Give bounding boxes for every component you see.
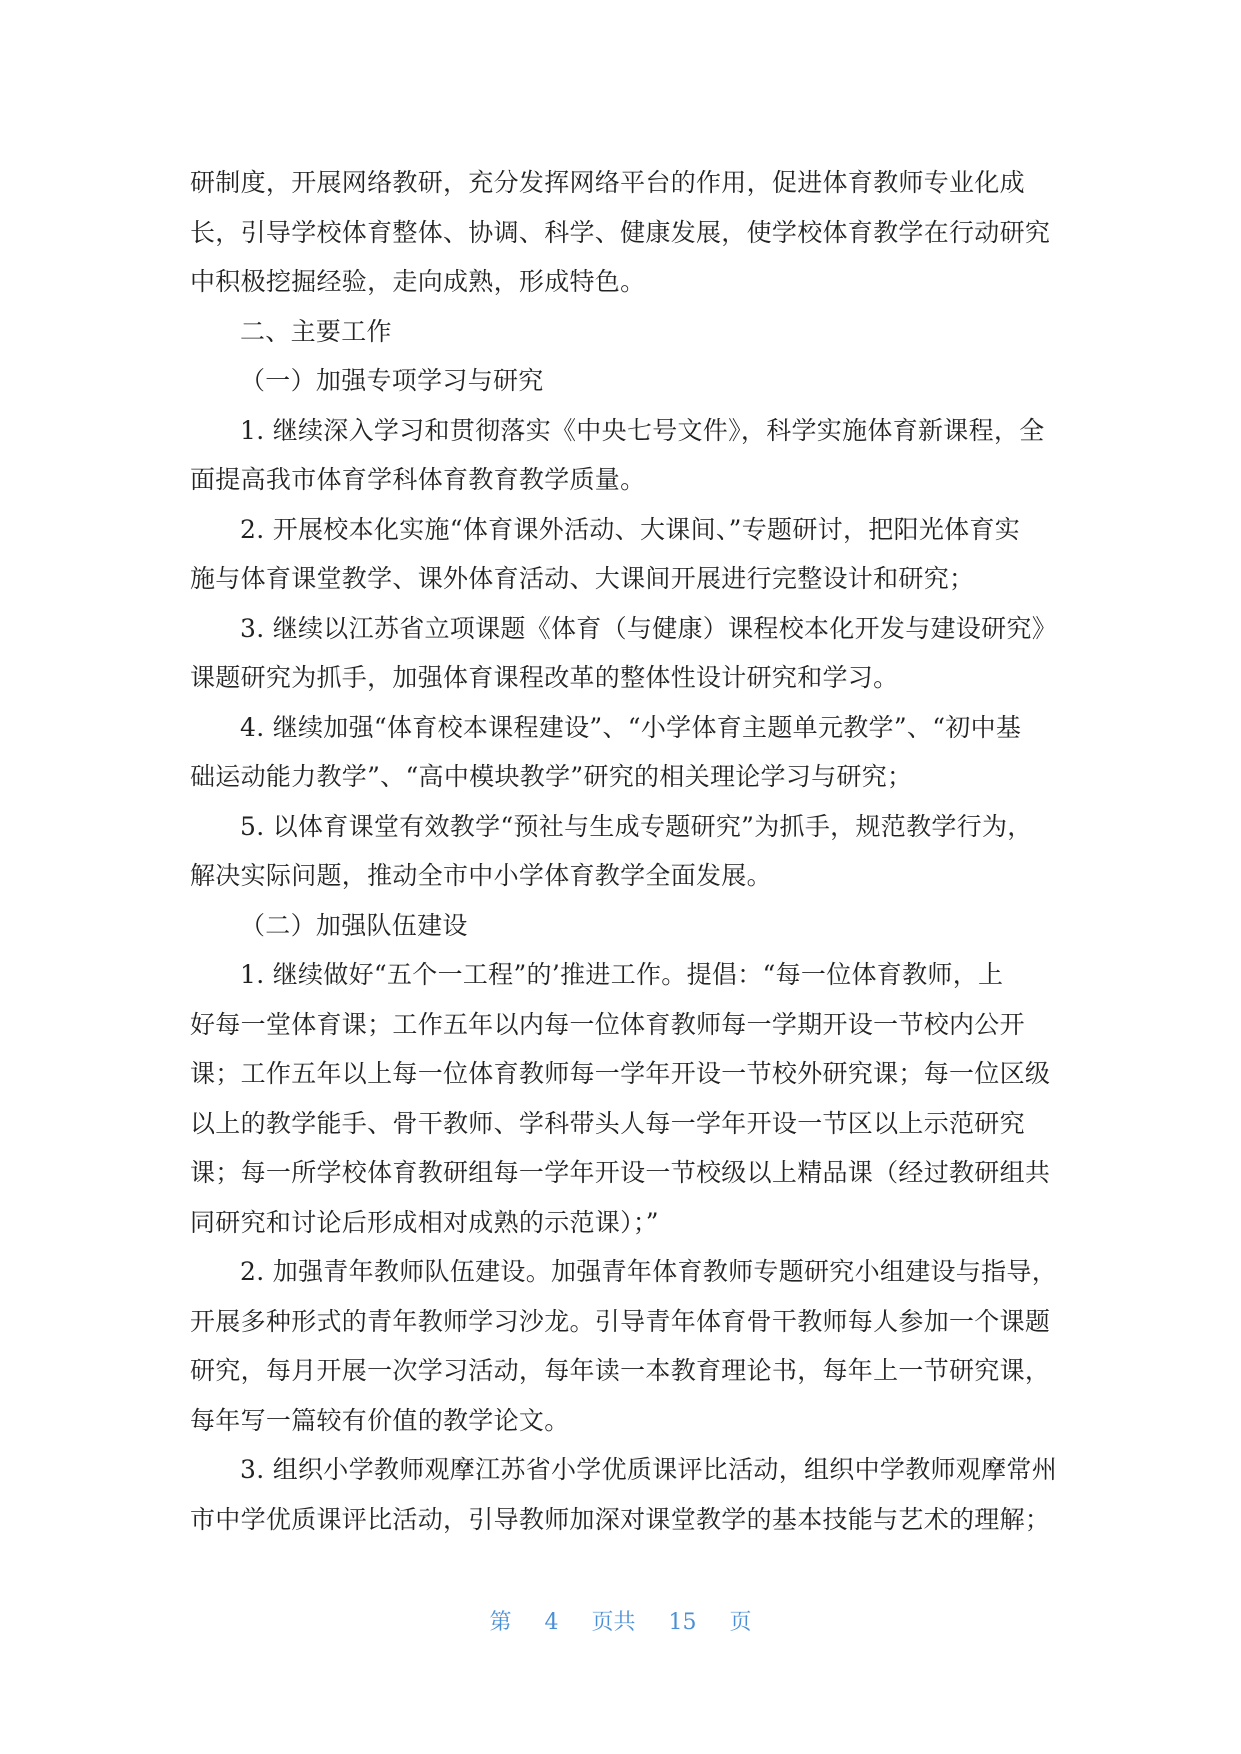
text-line: 3. 组织小学教师观摩江苏省小学优质课评比活动，组织中学教师观摩常州 <box>240 1455 1058 1484</box>
text-line: 1. 继续做好“五个一工程”的’推进工作。提倡：“每一位体育教师，上 <box>240 960 1004 989</box>
text-line: 中积极挖掘经验，走向成熟，形成特色。 <box>190 267 646 296</box>
text-line: （一）加强专项学习与研究 <box>240 366 544 395</box>
text-line: 以上的教学能手、骨干教师、学科带头人每一学年开设一节区以上示范研究 <box>190 1108 1025 1138</box>
text-line: 二、主要工作 <box>240 316 392 346</box>
text-line: 研制度，开展网络教研，充分发挥网络平台的作用，促进体育教师专业化成 <box>190 168 1025 197</box>
text-line: 解决实际问题，推动全市中小学体育教学全面发展。 <box>190 861 772 890</box>
text-line: （二）加强队伍建设 <box>240 910 468 940</box>
text-line: 5. 以体育课堂有效教学“预社与生成专题研究”为抓手，规范教学行为， <box>240 811 1033 841</box>
text-line: 长，引导学校体育整体、协调、科学、健康发展，使学校体育教学在行动研究 <box>190 217 1051 247</box>
text-line: 1. 继续深入学习和贯彻落实《中央七号文件》，科学实施体育新课程，全 <box>240 415 1045 445</box>
text-line: 课题研究为抓手，加强体育课程改革的整体性设计研究和学习。 <box>190 663 899 692</box>
text-line: 每年写一篇较有价值的教学论文。 <box>190 1405 570 1435</box>
text-line: 面提高我市体育学科体育教育教学质量。 <box>190 465 646 494</box>
footer-current-page: 4 <box>544 1610 559 1635</box>
text-line: 2. 开展校本化实施“体育课外活动、大课间、”专题研讨，把阳光体育实 <box>240 514 1021 544</box>
text-line: 开展多种形式的青年教师学习沙龙。引导青年体育骨干教师每人参加一个课题 <box>190 1306 1051 1336</box>
text-line: 4. 继续加强“体育校本课程建设”、“小学体育主题单元教学”、“初中基 <box>240 712 1022 742</box>
text-line: 课；工作五年以上每一位体育教师每一学年开设一节校外研究课；每一位区级 <box>190 1059 1051 1088</box>
footer-middle: 页共 <box>591 1610 636 1635</box>
footer-prefix: 第 <box>489 1610 512 1635</box>
text-line: 课；每一所学校体育教研组每一学年开设一节校级以上精品课（经过教研组共 <box>190 1158 1051 1187</box>
footer-total-pages: 15 <box>668 1610 697 1635</box>
text-line: 研究，每月开展一次学习活动，每年读一本教育理论书，每年上一节研究课， <box>190 1356 1051 1385</box>
text-line: 好每一堂体育课；工作五年以内每一位体育教师每一学期开设一节校内公开 <box>190 1009 1025 1039</box>
body-text <box>190 158 1060 1544</box>
text-line: 施与体育课堂教学、课外体育活动、大课间开展进行完整设计和研究； <box>190 564 975 593</box>
footer-suffix: 页 <box>729 1610 752 1635</box>
text-line: 同研究和讨论后形成相对成熟的示范课）；” <box>190 1207 659 1237</box>
text-line: 3. 继续以江苏省立项课题《体育（与健康）课程校本化开发与建设研究》 <box>240 613 1058 643</box>
text-line: 础运动能力教学”、“高中模块教学”研究的相关理论学习与研究； <box>190 762 913 791</box>
page-footer <box>0 1605 1241 1636</box>
text-line: 市中学优质课评比活动，引导教师加深对课堂教学的基本技能与艺术的理解； <box>190 1504 1051 1534</box>
text-line: 2. 加强青年教师队伍建设。加强青年体育教师专题研究小组建设与指导， <box>240 1257 1058 1286</box>
